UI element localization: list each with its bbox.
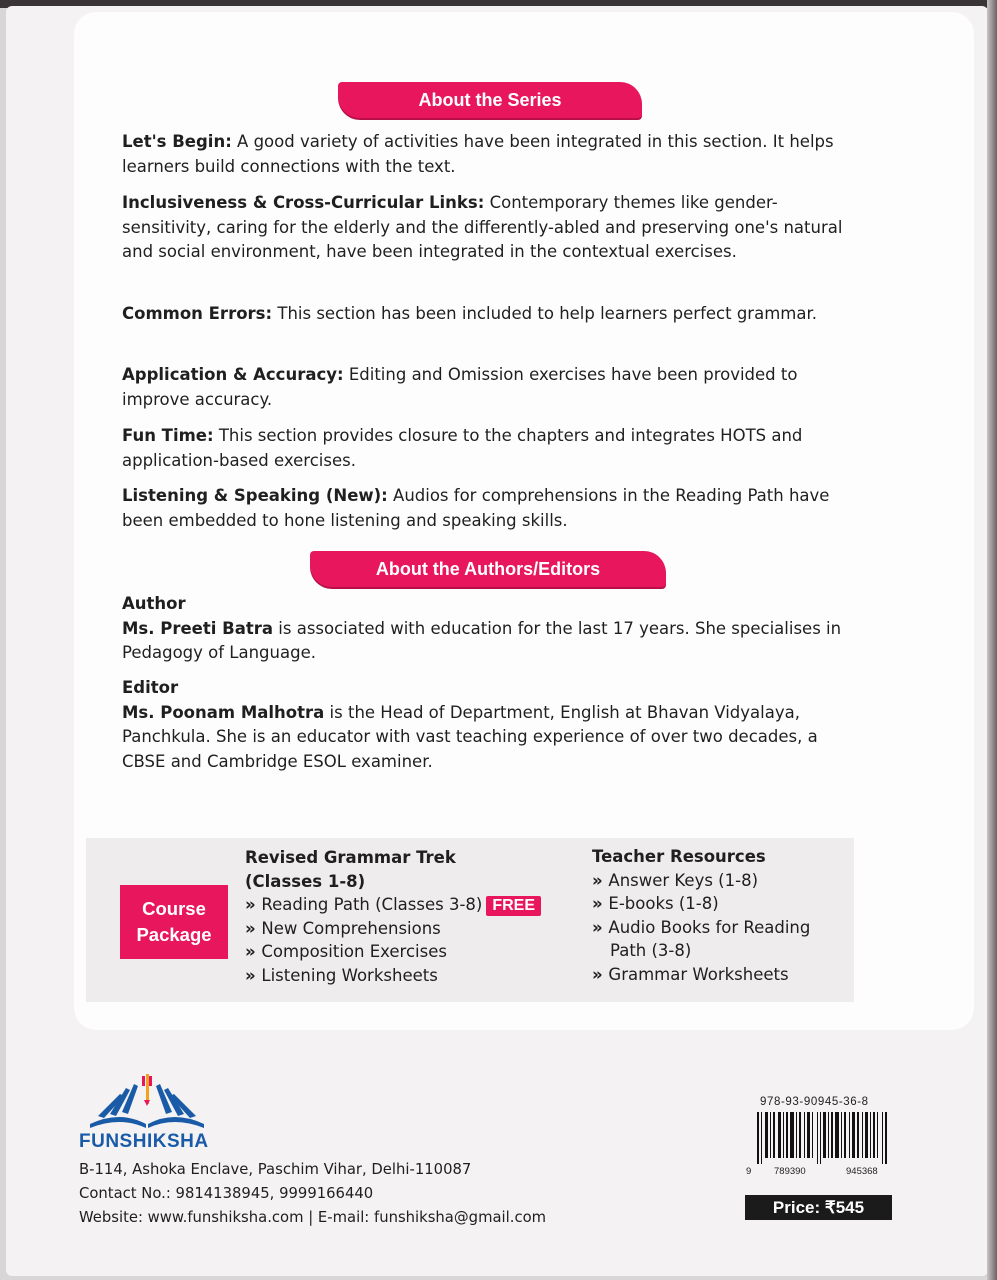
list-item: » Audio Books for Reading — [592, 916, 852, 940]
isbn-number: 978-93-90945-36-8 — [760, 1096, 869, 1108]
series-item-label: Inclusiveness & Cross-Curricular Links: — [122, 193, 485, 212]
editor-name: Ms. Poonam Malhotra — [122, 702, 325, 722]
editor-heading: Editor — [122, 678, 179, 697]
publisher-web: Website: www.funshiksha.com | E-mail: funshiksha@gmail.com — [79, 1209, 547, 1226]
course-package-line: Course — [142, 898, 206, 919]
list-item: » E-books (1-8) — [592, 892, 852, 916]
series-item — [122, 302, 862, 327]
grammar-trek-title: Revised Grammar Trek — [245, 848, 456, 867]
series-item — [122, 130, 862, 179]
series-item-label: Common Errors: — [122, 304, 273, 323]
list-item-text: » Reading Path (Classes 3-8) — [245, 895, 482, 914]
series-item-text: Editing and Omission exercises have been provided to improve accuracy. — [122, 365, 798, 409]
barcode-digits: 9 — [746, 1166, 752, 1177]
series-item-text: Contemporary themes like gender-sensitivity, caring for the elderly and the differently-abled and preserving one's natural and social environment, have been integrated in the contextual exercises. — [122, 193, 843, 261]
list-item: » Grammar Worksheets — [592, 963, 852, 987]
about-authors-heading: About the Authors/Editors — [310, 551, 666, 587]
author-name: Ms. Preeti Batra — [122, 618, 274, 638]
barcode-digits: 789390 — [774, 1166, 806, 1177]
series-item — [122, 363, 862, 412]
publisher-address: B-114, Ashoka Enclave, Paschim Vihar, Delhi-110087 — [79, 1161, 472, 1178]
series-item-text: This section provides closure to the chapters and integrates HOTS and application-based exercises. — [122, 426, 803, 470]
series-item-text: Audios for comprehensions in the Reading Path have been embedded to hone listening and speaking skills. — [122, 486, 830, 530]
publisher-name: FUNSHIKSHA — [79, 1131, 209, 1152]
list-item: » Composition Exercises — [245, 940, 585, 964]
series-item — [122, 484, 862, 533]
price-label: Price: ₹545 — [745, 1195, 892, 1220]
author-block — [122, 592, 862, 666]
grammar-trek-classes: (Classes 1-8) — [245, 871, 366, 891]
series-item-label: Let's Begin: — [122, 132, 232, 151]
about-series-heading: About the Series — [338, 82, 642, 118]
series-item — [122, 191, 862, 265]
series-item-label: Listening & Speaking (New): — [122, 486, 388, 505]
course-package-label — [120, 885, 228, 959]
editor-block — [122, 676, 862, 774]
cover-right-edge — [987, 0, 997, 1280]
list-item: » New Comprehensions — [245, 917, 585, 941]
grammar-trek-list — [245, 846, 585, 987]
list-item: Path (3-8) — [610, 941, 692, 960]
author-heading: Author — [122, 594, 186, 613]
editor-text: is the Head of Department, English at Bhavan Vidyalaya, Panchkula. She is an educator with vast teaching experience of over two decades, a CBSE and Cambridge ESOL examiner. — [122, 702, 818, 771]
list-item — [245, 893, 585, 917]
course-package-line: Package — [136, 924, 212, 945]
series-item-text: A good variety of activities have been integrated in this section. It helps learners build connections with the text. — [122, 132, 834, 176]
list-item: » Listening Worksheets — [245, 964, 585, 988]
barcode-digits: 945368 — [846, 1166, 878, 1177]
list-item: » Answer Keys (1-8) — [592, 869, 852, 893]
series-item — [122, 424, 862, 473]
teacher-resources-title: Teacher Resources — [592, 847, 766, 866]
author-text: is associated with education for the last 17 years. She specialises in Pedagogy of Language. — [122, 618, 842, 662]
publisher-contact: Contact No.: 9814138945, 9999166440 — [79, 1185, 374, 1202]
series-item-label: Application & Accuracy: — [122, 365, 344, 384]
series-item-text: This section has been included to help learners perfect grammar. — [277, 304, 817, 323]
series-item-label: Fun Time: — [122, 426, 214, 445]
free-badge: FREE — [486, 896, 541, 916]
teacher-resources-list — [592, 845, 852, 986]
barcode-icon — [757, 1112, 887, 1164]
